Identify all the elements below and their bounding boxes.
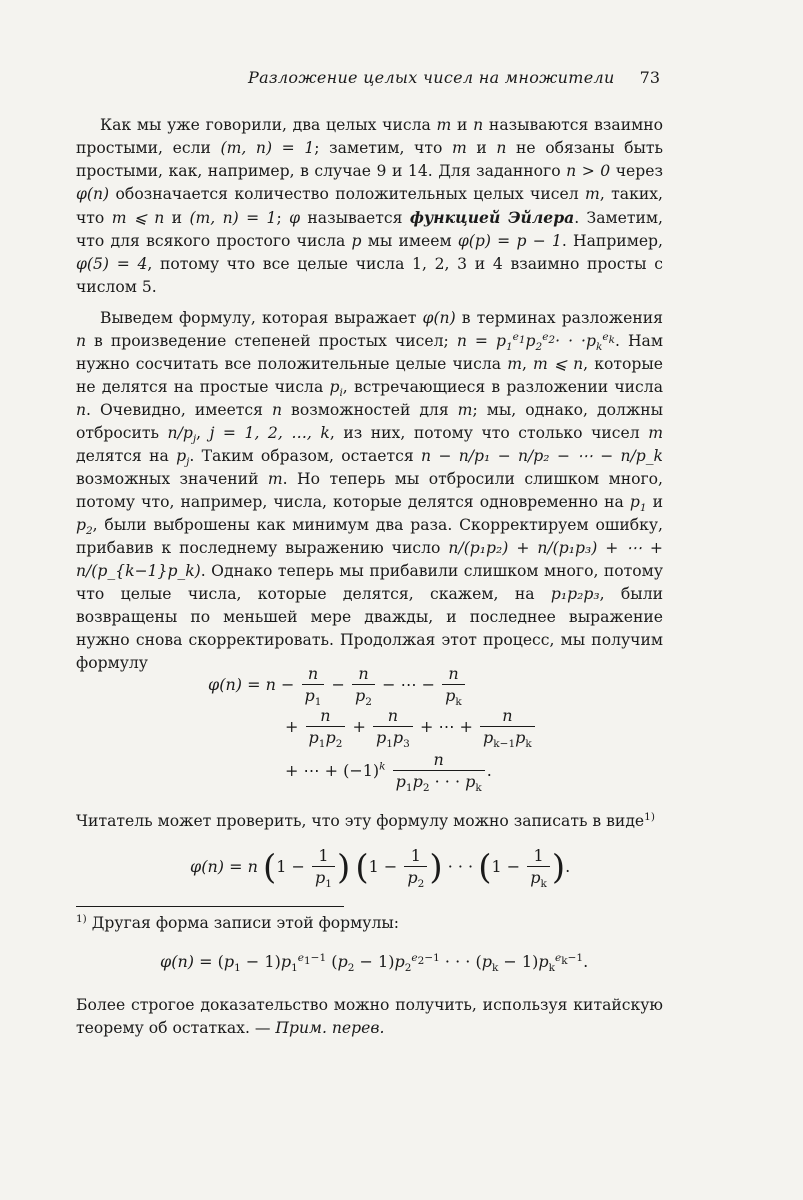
footnote: $^{1)}$ Другая форма записи этой формулы: xyxy=(76,912,400,932)
main-text xyxy=(76,114,663,675)
paragraph-1: Как мы уже говорили, два целых числа m и n называются взаимно простыми, если (m, n) = 1; заметим, что m и n не обязаны быть простыми, как, например, в случае 9 и 14. Для заданного n > 0 через φ(n) обозначается количество положительных целых чисел m, таких, что m ⩽ n и (m, n) = 1; φ называется функцией Эйлера. Заметим, что для всякого простого числа p мы имеем φ(p) = p − 1. Например, φ(5) = 4, потому что все целые числа 1, 2, 3 и 4 взаимно просты с числом 5. xyxy=(76,116,664,296)
paragraph-3: Читатель может проверить, что эту формулу можно записать в виде$^{1)}$ xyxy=(76,810,655,830)
footnote-closing-text: Более строгое доказательство можно получить, используя китайскую теорему об остатках. — Прим. перев. xyxy=(76,996,663,1037)
footnote-marker[interactable]: 1) xyxy=(644,810,655,823)
formula-phi-line-1: φ(n) = n − $\frac{n}{p_1}$ − $\frac{n}{p_2}$ − ⋯ − $\frac{n}{p_k}$ xyxy=(208,664,467,707)
formula-phi-line-2: + $\frac{n}{p_1p_2}$ + $\frac{n}{p_1p_3}$ + ⋯ + $\frac{n}{p_{k-1}p_k}$ xyxy=(285,706,537,749)
footnote-separator xyxy=(76,906,344,907)
footnote-formula: $\varphi(n) = (p_1 - 1)p_1^{e_1-1}$ $(p_2 - 1)p_2^{e_2-1}$ · · · $(p_k - 1)p_k^{e_k-1}$. xyxy=(160,951,589,975)
footnote-closing xyxy=(76,994,663,1040)
paragraph-2: Выведем формулу, которая выражает φ(n) в терминах разложения n в произведение степеней простых чисел; $n = p_1^{e_1}p_2^{e_2}\cdot \cdot \cdot p_k^{e_k}$. Нам нужно сосчитать все положительные целые числа m, m ⩽ n, которые не делятся на простые числа $p_i$, встречающиеся в разложении числа n. Очевидно, имеется n возможностей для m; мы, однако, должны отбросить $n/p_j$, j = 1, 2, …, k, из них, потому что столько чисел m делятся на $p_j$. Таким образом, остается n − n/p₁ − n/p₂ − ⋯ − n/p_k возможных значений m. Но теперь мы отбросили слишком много, потому что, например, числа, которые делятся одновременно на $p_1$ и $p_2$, были выброшены как минимум два раза. Скорректируем ошибку, прибавив к последнему выражению число n/(p₁p₂) + n/(p₁p₃) + ⋯ + n/(p_{k−1}p_k). Однако теперь мы прибавили слишком много, потому что целые числа, которые делятся, скажем, на p₁p₂p₃, были возвращены по меньшей мере дважды, и последнее выражение нужно снова скорректировать. Продолжая этот процесс, мы получим формулу xyxy=(76,309,664,672)
running-title: Разложение целых чисел на множители xyxy=(248,68,615,87)
term-euler-function: функцией Эйлера xyxy=(409,208,575,227)
paragraph-3-block xyxy=(76,810,663,833)
formula-phi-line-3: + ⋯ + $(-1)^k$ $\frac{n}{p_1p_2 \cdot \cdot \cdot p_k}$ . xyxy=(285,750,492,795)
formula-phi-product: φ(n) = n (1 − $\frac{1}{p_1}$ ) (1 − $\frac{1}{p_2}$ ) · · · (1 − $\frac{1}{p_k}$ ). xyxy=(190,846,571,891)
running-header xyxy=(248,68,660,87)
footnote-label: 1) xyxy=(76,912,87,925)
translator-note: Прим. перев. xyxy=(275,1019,385,1037)
page-number: 73 xyxy=(639,68,660,87)
